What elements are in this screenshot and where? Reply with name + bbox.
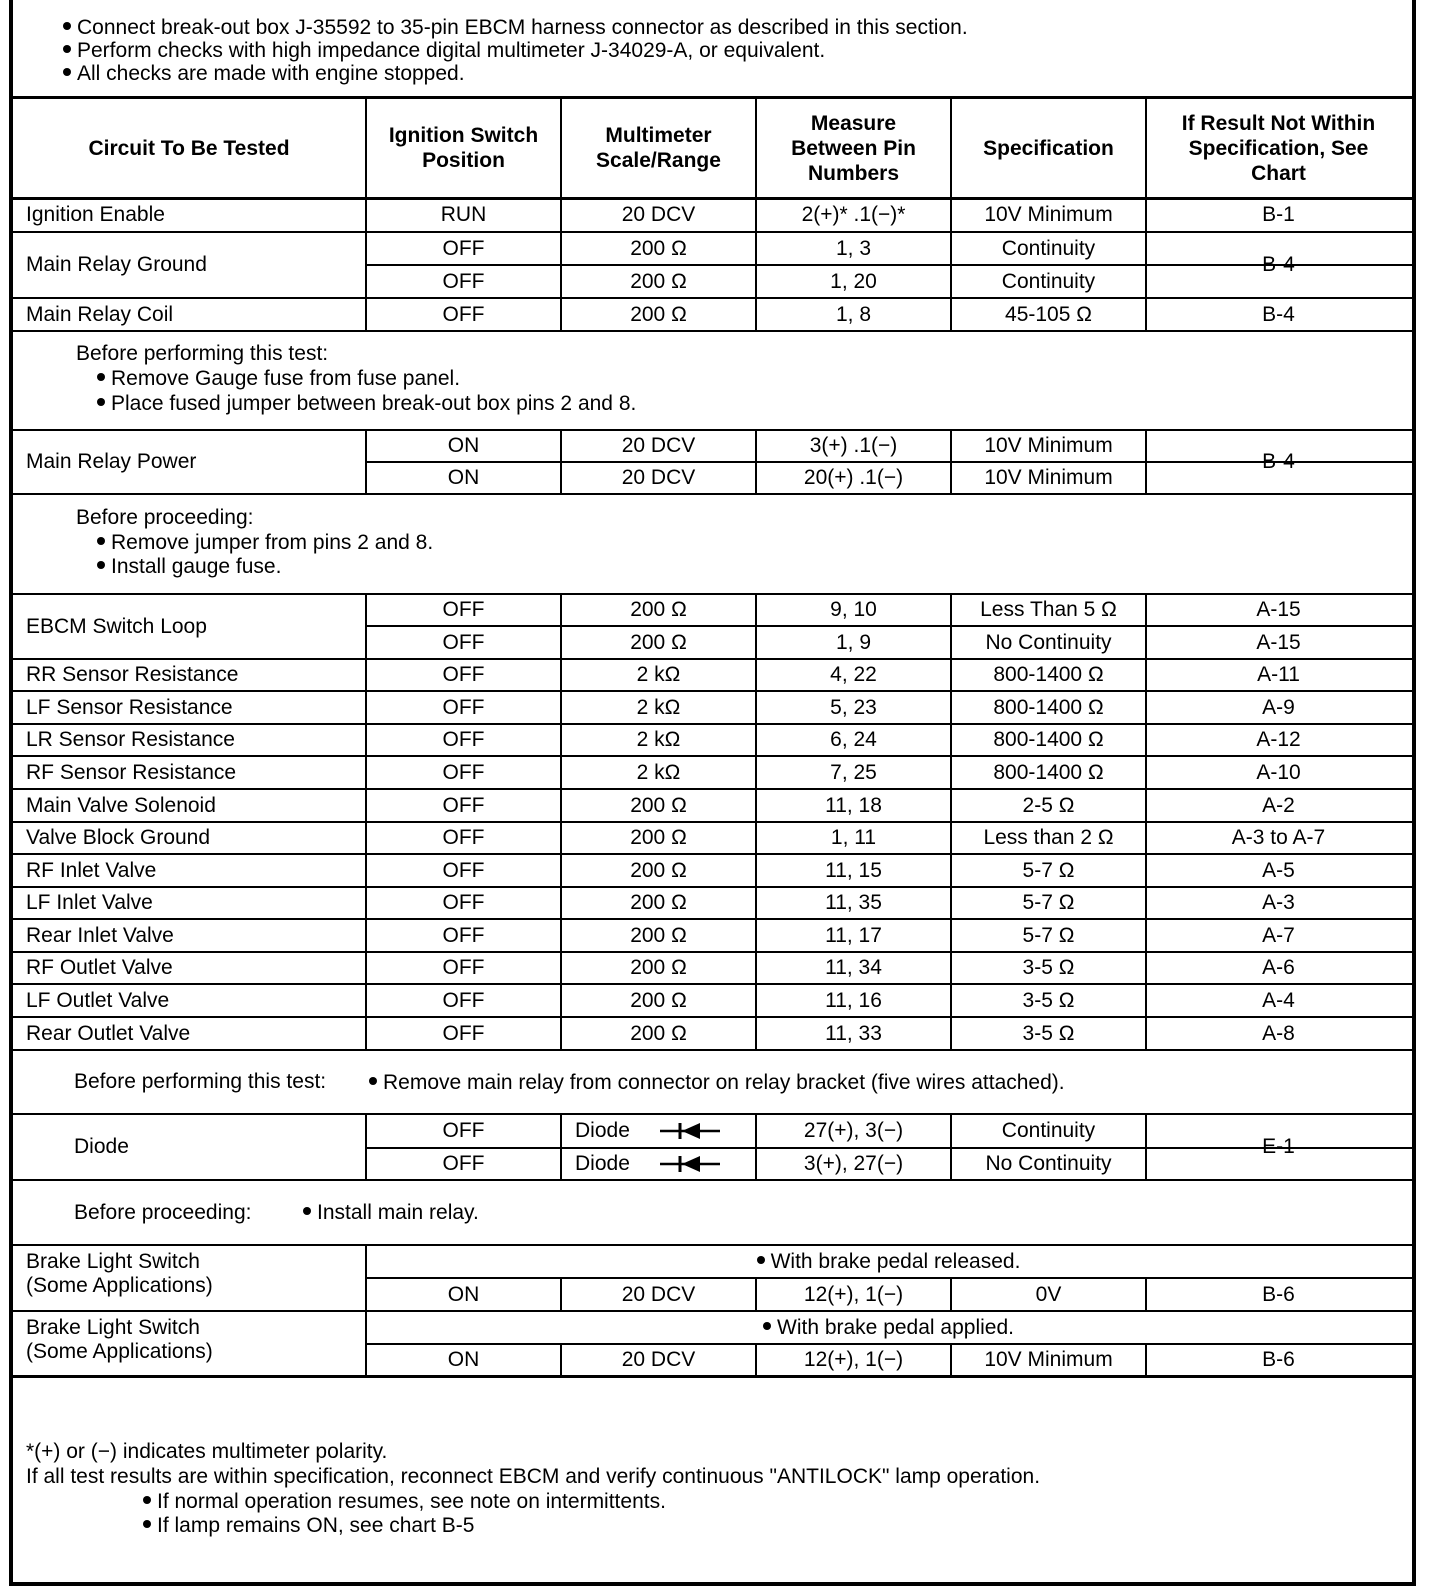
- ignition-position: OFF: [442, 956, 485, 979]
- multimeter-range: 200 Ω: [630, 302, 687, 326]
- note-item: Remove main relay from connector on relay bracket (five wires attached).: [369, 1071, 1065, 1095]
- pin-numbers: 11, 18: [825, 793, 882, 817]
- specification: 5-7 Ω: [1022, 858, 1075, 882]
- diode-symbol-icon: [660, 1121, 720, 1141]
- specification: 800-1400 Ω: [993, 728, 1104, 751]
- circuit-name: RF Inlet Valve: [26, 858, 157, 882]
- multimeter-range: 200 Ω: [630, 956, 687, 979]
- circuit-name: EBCM Switch Loop: [26, 614, 207, 638]
- multimeter-range: 200 Ω: [630, 269, 687, 293]
- pin-numbers: 7, 25: [830, 760, 877, 784]
- multimeter-range: 20 DCV: [621, 1282, 696, 1306]
- ignition-position: OFF: [442, 269, 485, 293]
- note-item: Install gauge fuse.: [97, 555, 281, 579]
- pin-numbers: 11, 15: [825, 858, 882, 882]
- ignition-position: OFF: [442, 663, 485, 686]
- ignition-position: OFF: [442, 858, 485, 882]
- specification: 10V Minimum: [984, 466, 1113, 489]
- circuit-name: Valve Block Ground: [26, 826, 211, 849]
- specification: Continuity: [1001, 269, 1096, 293]
- pin-numbers: 1, 11: [830, 826, 877, 849]
- ignition-position: OFF: [442, 923, 485, 947]
- pin-numbers: 11, 17: [825, 923, 882, 947]
- ignition-position: OFF: [442, 630, 485, 654]
- header-circuit: Circuit To Be Tested: [88, 136, 290, 160]
- multimeter-range: 2 kΩ: [636, 695, 681, 719]
- circuit-name: RF Outlet Valve: [26, 956, 173, 979]
- specification: 3-5 Ω: [1022, 1021, 1075, 1045]
- specification: 800-1400 Ω: [993, 760, 1104, 784]
- ignition-position: OFF: [442, 1152, 485, 1175]
- chart-ref: B-4: [1262, 253, 1295, 276]
- footnote-item: If lamp remains ON, see chart B-5: [143, 1514, 474, 1538]
- chart-ref: A-12: [1256, 728, 1301, 751]
- ignition-position: ON: [447, 1282, 480, 1306]
- chart-ref: A-6: [1262, 956, 1295, 979]
- note-item: Remove jumper from pins 2 and 8.: [97, 531, 433, 555]
- multimeter-range: 200 Ω: [630, 826, 687, 849]
- footnote-item: If normal operation resumes, see note on intermittents.: [143, 1490, 666, 1514]
- ignition-position: OFF: [442, 1021, 485, 1045]
- chart-ref: B-4: [1262, 302, 1295, 326]
- ignition-position: OFF: [442, 891, 485, 914]
- pin-numbers: 20(+) .1(−): [803, 466, 904, 489]
- circuit-name: LR Sensor Resistance: [26, 728, 235, 751]
- ignition-position: OFF: [442, 988, 485, 1012]
- ignition-position: OFF: [442, 1119, 485, 1142]
- specification: Continuity: [1001, 236, 1096, 260]
- pin-numbers: 4, 22: [830, 663, 877, 686]
- circuit-name: Brake Light Switch: [26, 1316, 200, 1339]
- note-item: Place fused jumper between break-out box pins 2 and 8.: [97, 392, 636, 416]
- chart-ref: A-11: [1257, 663, 1300, 686]
- specification: 2-5 Ω: [1022, 793, 1075, 817]
- specification: No Continuity: [985, 1152, 1112, 1175]
- multimeter-range: [562, 1149, 755, 1179]
- chart-ref: A-5: [1262, 858, 1295, 882]
- pin-numbers: 11, 35: [825, 891, 882, 914]
- circuit-name: LF Outlet Valve: [26, 988, 170, 1012]
- circuit-name: Main Relay Ground: [26, 253, 207, 276]
- multimeter-range: 2 kΩ: [636, 663, 681, 686]
- ignition-position: OFF: [442, 236, 485, 260]
- circuit-name: Main Valve Solenoid: [26, 793, 216, 817]
- chart-ref: B-4: [1262, 450, 1295, 473]
- rule: [13, 1049, 1412, 1051]
- circuit-name: LF Inlet Valve: [26, 891, 153, 914]
- ignition-position: OFF: [442, 793, 485, 817]
- multimeter-range: 200 Ω: [630, 630, 687, 654]
- ignition-position: OFF: [442, 695, 485, 719]
- specification: Less than 2 Ω: [983, 826, 1114, 849]
- circuit-name: RF Sensor Resistance: [26, 760, 237, 784]
- pin-numbers: 11, 34: [825, 956, 882, 979]
- specification: 45-105 Ω: [1005, 302, 1092, 326]
- multimeter-range: 200 Ω: [630, 988, 687, 1012]
- specification: Less Than 5 Ω: [980, 598, 1117, 621]
- chart-ref: A-7: [1262, 923, 1295, 947]
- chart-ref: B-6: [1262, 1348, 1295, 1371]
- pin-numbers: 3(+), 27(−): [803, 1152, 904, 1175]
- note-heading: Before proceeding:: [76, 506, 254, 529]
- footnote-polarity: *(+) or (−) indicates multimeter polarity.: [26, 1440, 388, 1463]
- chart-ref: A-3 to A-7: [1231, 826, 1326, 849]
- pin-numbers: 27(+), 3(−): [803, 1119, 904, 1142]
- diode-label: Diode: [575, 1152, 630, 1175]
- multimeter-range: 20 DCV: [621, 434, 696, 457]
- intro-line-2: Perform checks with high impedance digital multimeter J-34029-A, or equivalent.: [63, 39, 825, 63]
- pin-numbers: 1, 20: [830, 269, 877, 293]
- pin-numbers: 5, 23: [830, 695, 877, 719]
- specification: 0V: [1035, 1282, 1062, 1306]
- specification: 3-5 Ω: [1022, 988, 1075, 1012]
- pin-numbers: 3(+) .1(−): [809, 434, 898, 457]
- specification: 10V Minimum: [984, 203, 1113, 226]
- header-multimeter: Multimeter Scale/Range: [596, 124, 721, 172]
- ignition-position: OFF: [442, 826, 485, 849]
- rule: [13, 1179, 1412, 1181]
- specification: 10V Minimum: [984, 1348, 1113, 1371]
- circuit-name: Diode: [74, 1135, 129, 1158]
- condition-row: With brake pedal applied.: [367, 1312, 1410, 1343]
- note-heading: Before proceeding:: [74, 1201, 252, 1224]
- multimeter-range: 200 Ω: [630, 923, 687, 947]
- circuit-name: Main Relay Coil: [26, 302, 174, 326]
- pin-numbers: 9, 10: [830, 598, 877, 621]
- ignition-position: OFF: [442, 760, 485, 784]
- header-pins: Measure Between Pin Numbers: [791, 111, 916, 185]
- multimeter-range: 200 Ω: [630, 1021, 687, 1045]
- multimeter-range: 2 kΩ: [636, 728, 681, 751]
- note-item: Remove Gauge fuse from fuse panel.: [97, 367, 460, 391]
- chart-ref: B-6: [1262, 1282, 1295, 1306]
- ignition-position: OFF: [442, 728, 485, 751]
- chart-ref: A-15: [1256, 630, 1301, 654]
- multimeter-range: 200 Ω: [630, 598, 687, 621]
- specification: 10V Minimum: [984, 434, 1113, 457]
- specification: 5-7 Ω: [1022, 923, 1075, 947]
- pin-numbers: 12(+), 1(−): [803, 1348, 904, 1371]
- multimeter-range: 200 Ω: [630, 858, 687, 882]
- multimeter-range: 20 DCV: [621, 203, 696, 226]
- footnote-instruction: If all test results are within specification, reconnect EBCM and verify continuous "ANTILOCK" lamp operation.: [26, 1465, 1041, 1488]
- multimeter-range: 200 Ω: [630, 891, 687, 914]
- circuit-name: Brake Light Switch: [26, 1250, 200, 1273]
- circuit-name-note: (Some Applications): [26, 1274, 213, 1297]
- rule-table-bottom: [13, 1375, 1412, 1378]
- multimeter-range: 20 DCV: [621, 466, 696, 489]
- chart-ref: A-3: [1262, 891, 1295, 914]
- specification: 3-5 Ω: [1022, 956, 1075, 979]
- note-item: Install main relay.: [303, 1201, 479, 1225]
- chart-ref: A-10: [1256, 760, 1301, 784]
- rule: [13, 493, 1412, 495]
- chart-ref: A-4: [1262, 988, 1295, 1012]
- note-heading: Before performing this test:: [76, 342, 329, 365]
- intro-line-3: All checks are made with engine stopped.: [63, 62, 465, 86]
- circuit-name-note: (Some Applications): [26, 1340, 213, 1363]
- specification: 800-1400 Ω: [993, 695, 1104, 719]
- ignition-position: RUN: [440, 203, 487, 226]
- rule: [13, 330, 1412, 332]
- specification: 5-7 Ω: [1022, 891, 1075, 914]
- pin-numbers: 6, 24: [830, 728, 877, 751]
- circuit-name: Ignition Enable: [26, 203, 165, 226]
- ignition-position: OFF: [442, 598, 485, 621]
- specification: 800-1400 Ω: [993, 663, 1104, 686]
- ignition-position: ON: [447, 466, 480, 489]
- chart-ref: A-2: [1262, 793, 1295, 817]
- note-heading: Before performing this test:: [74, 1070, 327, 1093]
- circuit-name: Rear Inlet Valve: [26, 923, 174, 947]
- pin-numbers: 12(+), 1(−): [803, 1282, 904, 1306]
- diode-label: Diode: [575, 1119, 630, 1142]
- header-ignition: Ignition Switch Position: [388, 124, 539, 172]
- pin-numbers: 1, 3: [835, 236, 872, 260]
- header-spec: Specification: [983, 136, 1114, 160]
- pin-numbers: 1, 9: [835, 630, 872, 654]
- diode-symbol-icon: [660, 1154, 720, 1174]
- chart-ref: A-9: [1262, 695, 1295, 719]
- multimeter-range: 200 Ω: [630, 793, 687, 817]
- ignition-position: ON: [447, 434, 480, 457]
- pin-numbers: 1, 8: [835, 302, 872, 326]
- multimeter-range: 200 Ω: [630, 236, 687, 260]
- specification: Continuity: [1001, 1119, 1096, 1142]
- multimeter-range: 20 DCV: [621, 1348, 696, 1371]
- chart-ref: E-1: [1262, 1135, 1295, 1158]
- circuit-name: Main Relay Power: [26, 450, 197, 473]
- condition-row: With brake pedal released.: [367, 1246, 1410, 1277]
- intro-line-1: Connect break-out box J-35592 to 35-pin EBCM harness connector as described in this section.: [63, 16, 968, 40]
- circuit-name: LF Sensor Resistance: [26, 695, 233, 719]
- pin-numbers: 2(+)* .1(−)*: [801, 203, 906, 226]
- chart-ref: B-1: [1262, 203, 1295, 226]
- diagnostic-chart-sheet: [9, 0, 1416, 1586]
- pin-numbers: 11, 33: [825, 1021, 882, 1045]
- ignition-position: OFF: [442, 302, 485, 326]
- chart-ref: A-8: [1262, 1021, 1295, 1045]
- pin-numbers: 11, 16: [825, 988, 882, 1012]
- circuit-name: Rear Outlet Valve: [26, 1021, 191, 1045]
- ignition-position: ON: [447, 1348, 480, 1371]
- multimeter-range: [562, 1115, 755, 1147]
- circuit-name: RR Sensor Resistance: [26, 663, 239, 686]
- header-chart: If Result Not Within Specification, See Chart: [1181, 111, 1376, 185]
- chart-ref: A-15: [1256, 598, 1301, 621]
- multimeter-range: 2 kΩ: [636, 760, 681, 784]
- specification: No Continuity: [985, 630, 1112, 654]
